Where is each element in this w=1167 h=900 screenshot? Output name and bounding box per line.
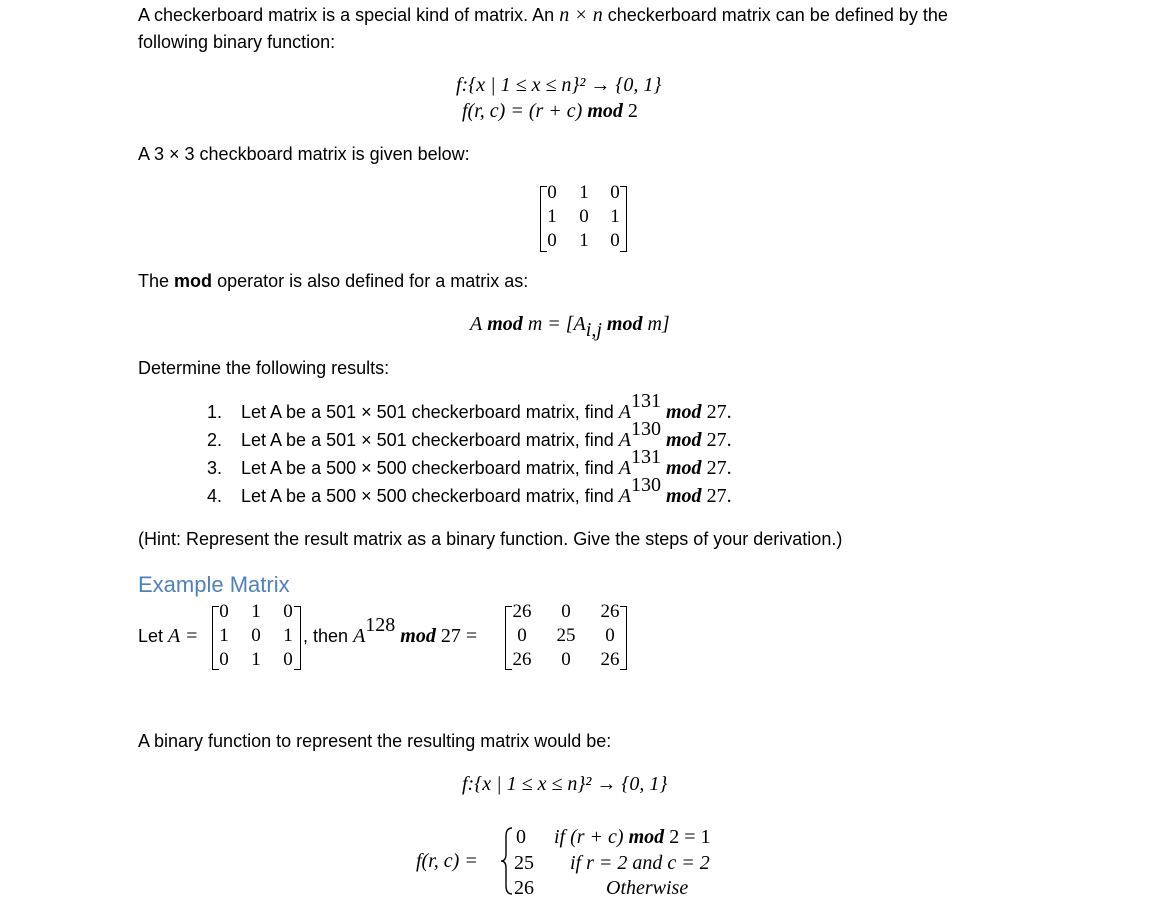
matrix-cell: 0 [610, 230, 620, 251]
question-item: 3. Let A be a 500 × 500 checkerboard matrix, find $A^{131}$ mod 27. [207, 446, 732, 479]
matrix-r-cell: 0 [605, 625, 615, 646]
matrix-r-cell: 26 [600, 601, 620, 622]
matrix-cell: 0 [610, 182, 620, 203]
matrix-a-cell: 0 [283, 649, 293, 670]
matrix-a-cell: 1 [283, 625, 293, 646]
example-let [138, 625, 198, 648]
mod-formula [470, 313, 670, 341]
f-rule-right: 2 [627, 100, 638, 122]
question-text: Let A be a 500 × 500 checkerboard matrix, find [241, 458, 614, 478]
binary-label: A binary function to represent the resulting matrix would be: [138, 731, 612, 751]
matrix-r-cell: 25 [556, 625, 576, 646]
example-heading: Example Matrix [138, 572, 290, 597]
case-condition [554, 826, 710, 849]
question-mod: mod [666, 401, 702, 423]
matrix-a-cell: 1 [219, 625, 229, 646]
question-mod: mod [666, 485, 702, 507]
intro-nxn: n × n [559, 4, 603, 26]
determine-label: Determine the following results: [138, 358, 390, 378]
matrix-a-cell: 1 [251, 649, 261, 670]
question-text: Let A be a 501 × 501 checkerboard matrix, find [241, 430, 614, 450]
question-end: 27. [706, 457, 732, 479]
question-exponent: 131 [630, 390, 661, 412]
question-exponent: 130 [630, 474, 661, 496]
question-end: 27. [706, 485, 732, 507]
f-rule-mod: mod [587, 100, 623, 122]
matrix-r-cell: 0 [561, 649, 571, 670]
question-number: 3. [207, 458, 223, 478]
question-number: 1. [207, 402, 223, 422]
matrix-r-cell: 26 [600, 649, 620, 670]
question-text: Let A be a 500 × 500 checkerboard matrix, find [241, 486, 614, 506]
mod-def-text [138, 271, 528, 292]
matrix-a-cell: 0 [219, 601, 229, 622]
matrix-cell: 0 [579, 206, 589, 227]
intro-line-1 [138, 4, 948, 27]
case-value: 0 [516, 826, 526, 848]
matrix-cell: 1 [610, 206, 620, 227]
mod-def-post: operator is also defined for a matrix as: [217, 271, 529, 291]
example-mod: mod [400, 625, 436, 647]
f-rule-left: f(r, c) = (r + c) [462, 100, 583, 122]
mod-def-bold: mod [174, 271, 213, 291]
example3-label: A 3 × 3 checkboard matrix is given below: [138, 144, 470, 164]
mod-formula-m: m = [A [527, 313, 586, 335]
matrix-a-cell: 1 [251, 601, 261, 622]
f-rule-def [462, 100, 638, 123]
case-condition: Otherwise [606, 877, 689, 899]
matrix-cell: 0 [547, 182, 557, 203]
question-text: Let A be a 501 × 501 checkerboard matrix, find [241, 402, 614, 422]
binary-f-domain: f:{x | 1 ≤ x ≤ n}² → {0, 1} [462, 773, 668, 795]
matrix-cell: 1 [547, 206, 557, 227]
question-item: 2. Let A be a 501 × 501 checkerboard matrix, find $A^{130}$ mod 27. [207, 418, 732, 451]
intro-text-b: checkerboard matrix can be defined by the [607, 5, 948, 25]
matrix-r-cell: 0 [517, 625, 527, 646]
case-cond-mod: mod [628, 826, 665, 848]
matrix-r-cell: 26 [512, 649, 532, 670]
matrix-cell: 0 [547, 230, 557, 251]
piecewise-brace [500, 826, 514, 896]
matrix-cell: 1 [579, 230, 589, 251]
matrix-a-cell: 0 [283, 601, 293, 622]
matrix-a-cell: 0 [219, 649, 229, 670]
matrix-r-cell: 0 [561, 601, 571, 622]
case-value: 25 [514, 852, 534, 874]
example-then: , then $A^{128}$ mod 27 = [303, 614, 478, 647]
example-exponent: 128 [365, 614, 396, 636]
question-number: 4. [207, 486, 223, 506]
mod-formula-a: A [470, 313, 483, 335]
mod-def-pre: The [138, 271, 170, 291]
case-value: 26 [514, 877, 534, 899]
question-end: 27. [706, 401, 732, 423]
f-domain-def: f:{x | 1 ≤ x ≤ n}² → {0, 1} [456, 74, 662, 96]
question-number: 2. [207, 430, 223, 450]
question-item: 1. Let A be a 501 × 501 checkerboard matrix, find $A^{131}$ mod 27. [207, 390, 732, 423]
example-a-eq: A = [168, 625, 199, 647]
mod-formula-end: m] [647, 313, 670, 335]
example-then-word: , then [303, 626, 349, 646]
question-exponent: 131 [630, 446, 661, 468]
question-mod: mod [666, 457, 702, 479]
question-mod: mod [666, 429, 702, 451]
case-condition: if r = 2 and c = 2 [570, 852, 710, 874]
piecewise-left: f(r, c) = [416, 850, 478, 872]
mod-formula-sub: i,j [585, 319, 602, 341]
example-let-word: Let [138, 626, 164, 646]
question-exponent: 130 [630, 418, 661, 440]
case-cond-b: 2 = 1 [669, 826, 711, 848]
matrix-r-cell: 26 [512, 601, 532, 622]
question-item: 4. Let A be a 500 × 500 checkerboard matrix, find $A^{130}$ mod 27. [207, 474, 732, 507]
intro-text-a: A checkerboard matrix is a special kind of matrix. An [138, 5, 555, 25]
matrix-a-cell: 0 [251, 625, 261, 646]
hint-text: (Hint: Represent the result matrix as a binary function. Give the steps of your derivation.) [138, 529, 843, 549]
example-modnum: 27 = [440, 625, 478, 647]
matrix-cell: 1 [579, 182, 589, 203]
question-end: 27. [706, 429, 732, 451]
mod-formula-mod: mod [487, 313, 523, 335]
mod-formula-mod2: mod [606, 313, 643, 335]
intro-line-2: following binary function: [138, 32, 336, 52]
case-cond-a: if (r + c) [554, 826, 624, 848]
